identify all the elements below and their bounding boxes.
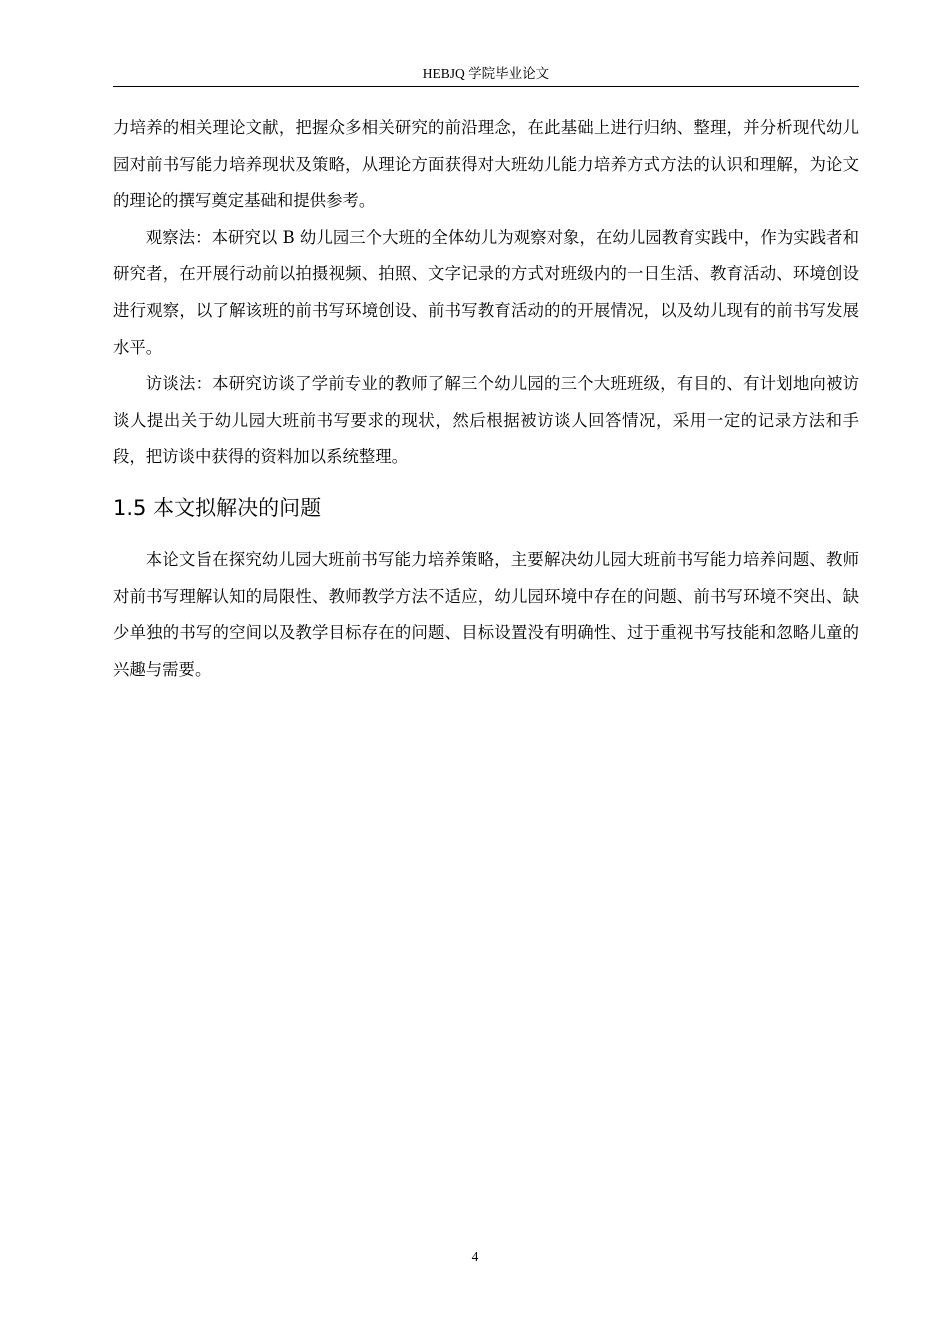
paragraph-interview-method: 访谈法：本研究访谈了学前专业的教师了解三个幼儿园的三个大班班级，有目的、有计划地向被访谈人提出关于幼儿园大班前书写要求的现状，然后根据被访谈人回答情况，采用一定的记录方法和手段，把访谈中获得的资料加以系统整理。 bbox=[113, 374, 859, 467]
section-heading: 1.5 本文拟解决的问题 bbox=[113, 496, 322, 520]
paragraph-continuation: 力培养的相关理论文献，把握众多相关研究的前沿理念，在此基础上进行归纳、整理，并分析现代幼儿园对前书写能力培养现状及策略，从理论方面获得对大班幼儿能力培养方式方法的认识和理解，为论文的理论的撰写奠定基础和提供参考。 bbox=[113, 118, 859, 211]
section-body bbox=[113, 542, 859, 688]
paragraph-problems: 本论文旨在探究幼儿园大班前书写能力培养策略，主要解决幼儿园大班前书写能力培养问题、教师对前书写理解认知的局限性、教师教学方法不适应，幼儿园环境中存在的问题、前书写环境不突出、缺少单独的书写的空间以及教学目标存在的问题、目标设置没有明确性、过于重视书写技能和忽略儿童的兴趣与需要。 bbox=[113, 550, 859, 679]
page-header: HEBJQ 学院毕业论文 bbox=[422, 66, 550, 81]
paragraph-observation-method: 观察法：本研究以 B 幼儿园三个大班的全体幼儿为观察对象，在幼儿园教育实践中，作为实践者和研究者，在开展行动前以拍摄视频、拍照、文字记录的方式对班级内的一日生活、教育活动、环境创设进行观察，以了解该班的前书写环境创设、前书写教育活动的的开展情况，以及幼儿现有的前书写发展水平。 bbox=[113, 227, 859, 357]
body-text bbox=[113, 110, 859, 476]
page-number: 4 bbox=[471, 1249, 479, 1264]
header-divider bbox=[113, 86, 859, 87]
